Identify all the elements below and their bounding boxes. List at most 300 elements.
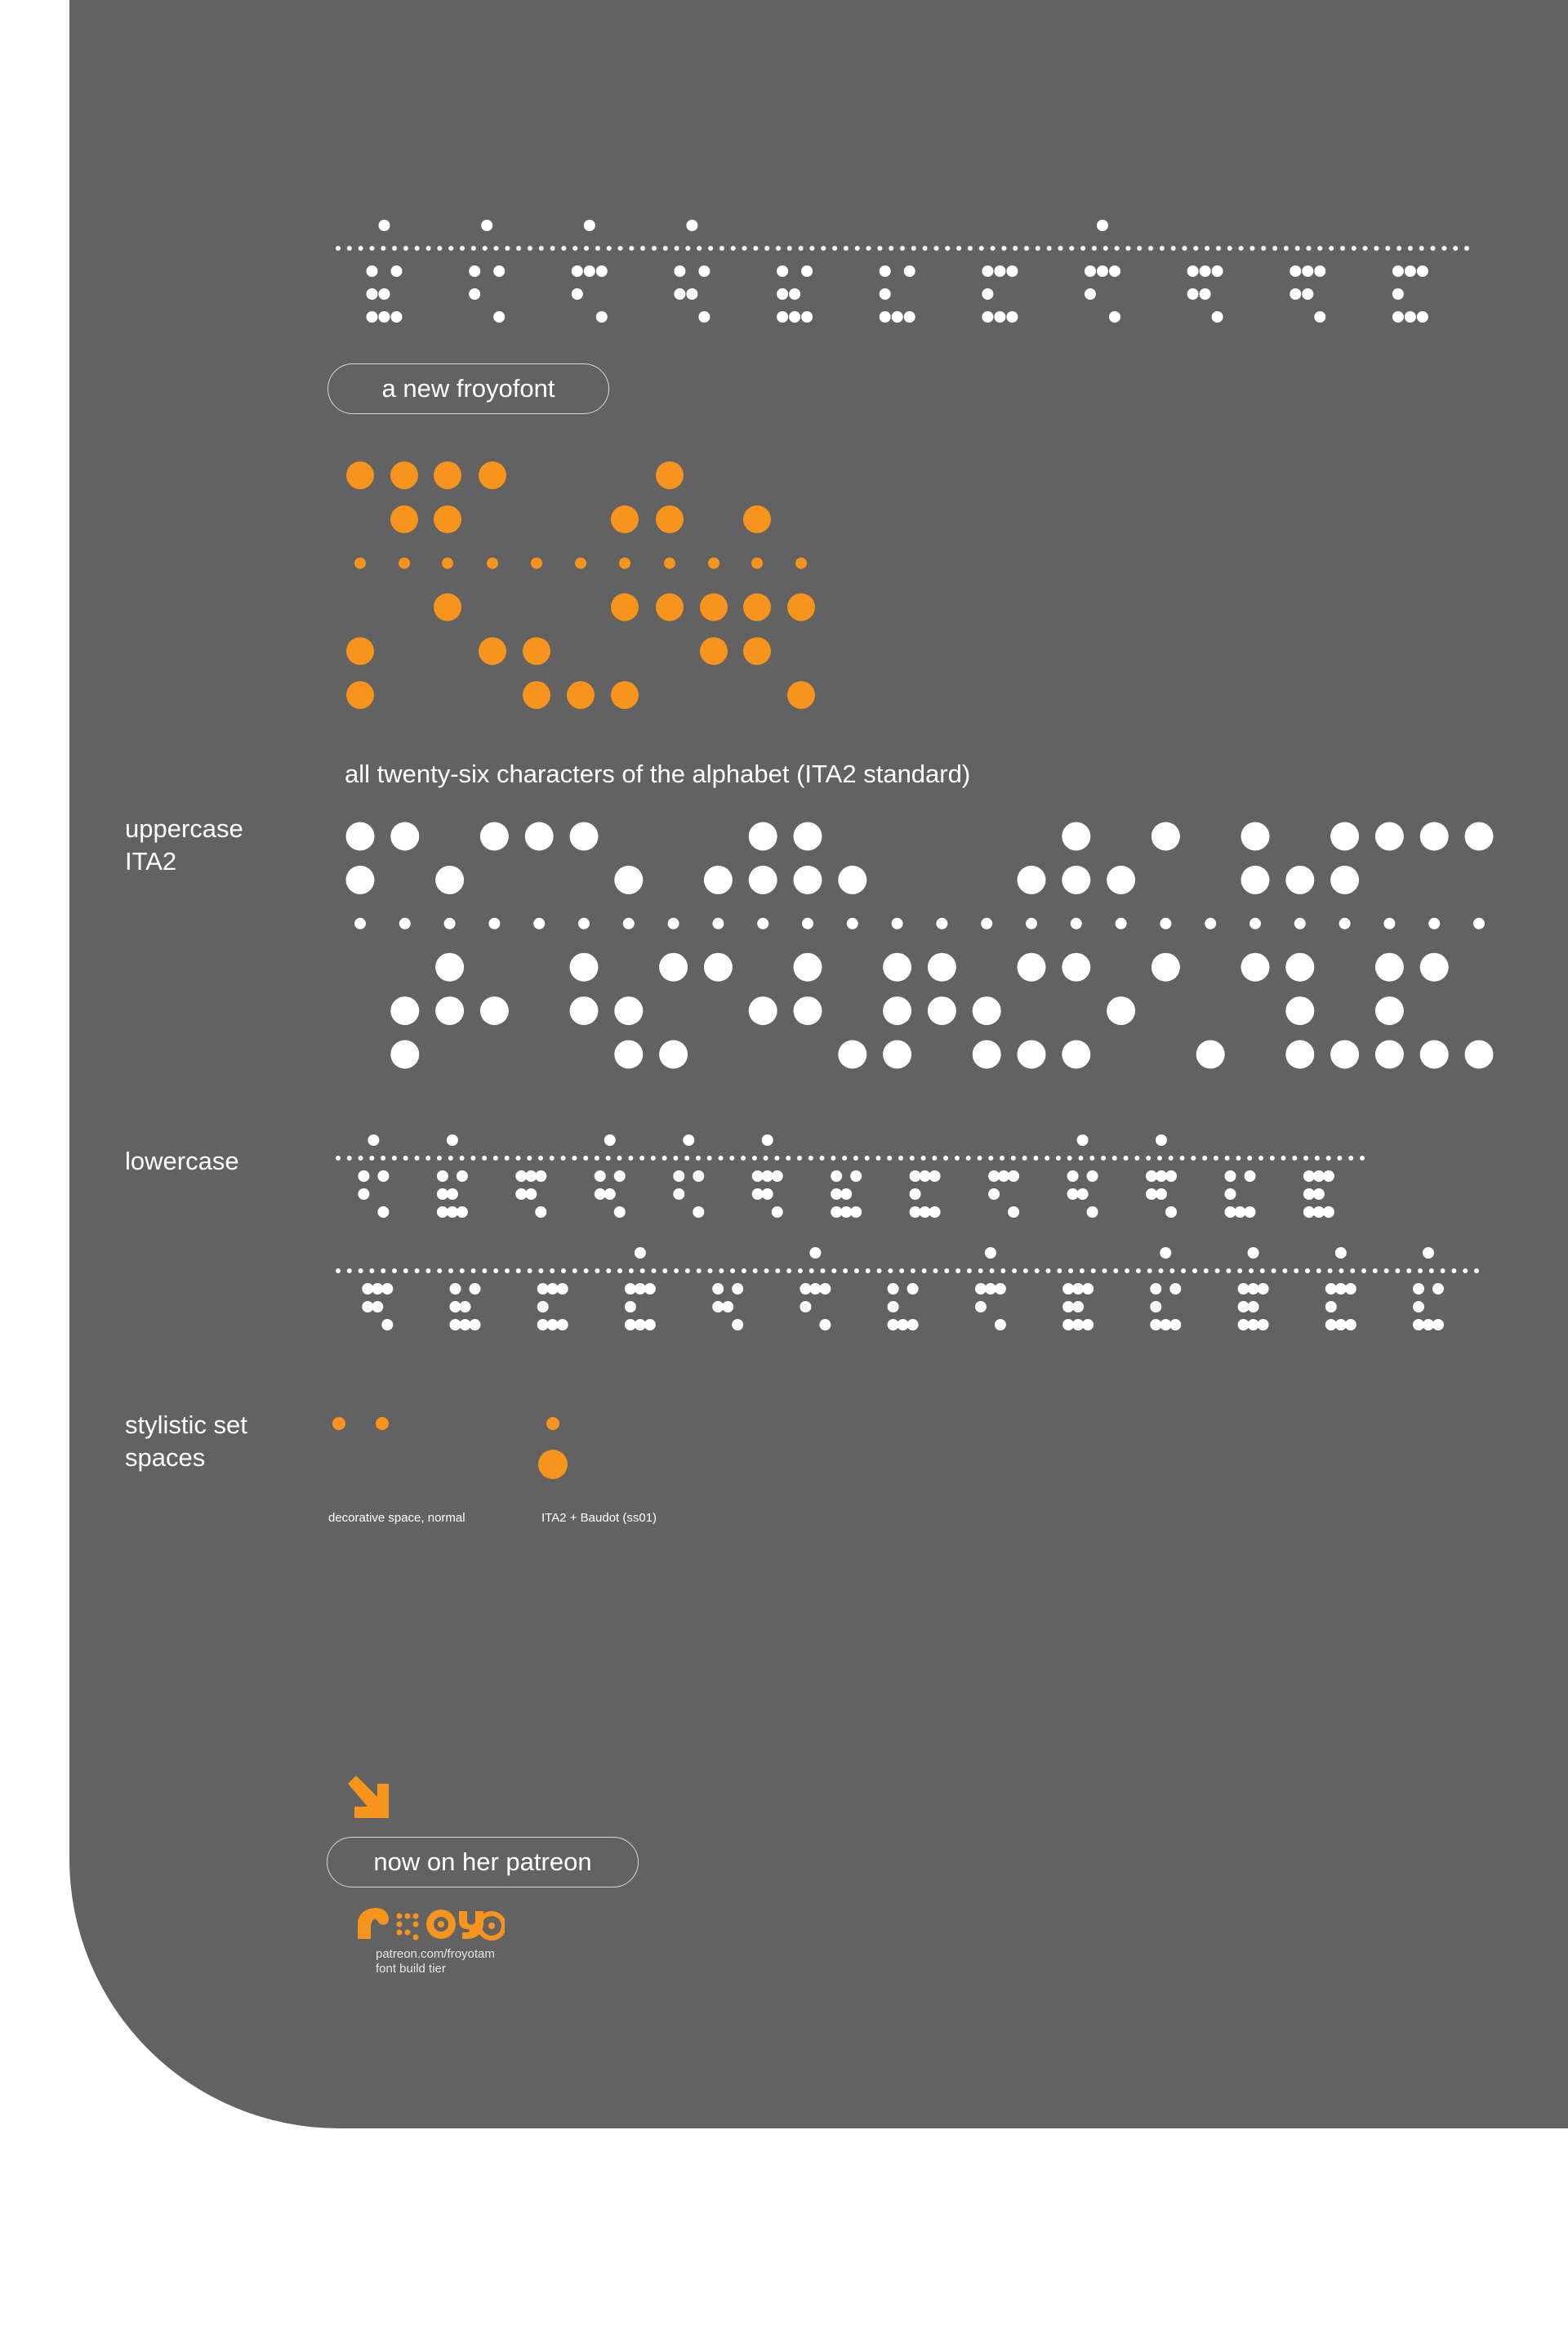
uppercase-label-line1: uppercase (125, 814, 243, 843)
lowercase-row2-sprocket (809, 1268, 814, 1273)
lowercase-row1-sprocket (719, 1156, 724, 1161)
wordmark-sprocket (1464, 246, 1469, 251)
title-glyph-col-2-hole (434, 461, 461, 489)
wordmark-t-hole (880, 311, 891, 323)
uppercase-letter-W-hole (1330, 866, 1359, 894)
lowercase-row1-g-hole (831, 1188, 842, 1200)
lowercase-row2-sprocket (888, 1268, 893, 1273)
ita2-space-sprocket (546, 1417, 559, 1430)
lowercase-row2-sprocket (1125, 1268, 1129, 1273)
lowercase-row1-sprocket (505, 1156, 510, 1161)
wordmark-sprocket (1284, 246, 1289, 251)
lowercase-row2-q-hole (625, 1301, 636, 1312)
lowercase-row2-t-hole (907, 1319, 919, 1330)
lowercase-row1-sprocket (707, 1156, 712, 1161)
uppercase-letter-F-sprocket (578, 918, 590, 929)
wordmark-u-hole (1109, 311, 1120, 323)
lowercase-row1-sprocket (1169, 1156, 1174, 1161)
wordmark-h-hole (1417, 265, 1428, 277)
ita2-space-caption: ITA2 + Baudot (ss01) (541, 1511, 657, 1525)
wordmark-sprocket (381, 246, 385, 251)
lowercase-row1-sprocket (550, 1156, 555, 1161)
lowercase-row1-b-hole (447, 1206, 458, 1218)
stylistic-label (125, 1409, 247, 1474)
wordmark-sprocket (675, 246, 679, 251)
lowercase-row2-sprocket (1373, 1268, 1378, 1273)
lowercase-row2-s-hole (819, 1283, 831, 1295)
lowercase-row2-u-hole (985, 1247, 996, 1259)
lowercase-row2-y-hole (1335, 1283, 1347, 1295)
wordmark-sprocket (1183, 246, 1187, 251)
wordmark-n-hole (1212, 311, 1223, 323)
lowercase-row2-o-hole (470, 1283, 481, 1295)
wordmark-n-hole (1187, 265, 1199, 277)
lowercase-row2-sprocket (493, 1268, 498, 1273)
uppercase-letter-L-sprocket (847, 918, 858, 929)
uppercase-letter-S-hole (1152, 953, 1180, 982)
title-glyph-col-8-sprocket (708, 558, 719, 569)
title-glyph-col-4-sprocket (531, 558, 542, 569)
lowercase-row2-v-hole (1072, 1283, 1084, 1295)
lowercase-row1-sprocket (482, 1156, 487, 1161)
lowercase-row1-j-hole (1087, 1206, 1098, 1218)
lowercase-row2-p-hole (537, 1319, 549, 1330)
uppercase-letter-A-hole (346, 866, 375, 894)
uppercase-label-line2: ITA2 (125, 847, 177, 876)
lowercase-row1-g-hole (831, 1206, 842, 1218)
wordmark-t-hole (904, 311, 915, 323)
title-glyph-col-0-hole (346, 681, 374, 709)
wordmark-sprocket (640, 246, 645, 251)
lowercase-row2-t-hole (888, 1301, 899, 1312)
lowercase-row2-sprocket (403, 1268, 408, 1273)
lowercase-row1-sprocket (1101, 1156, 1106, 1161)
uppercase-letter-W-sprocket (1339, 918, 1351, 929)
uppercase-letter-Z-hole (1465, 822, 1494, 851)
lowercase-row2-sprocket (1136, 1268, 1141, 1273)
lowercase-row2-sprocket (415, 1268, 420, 1273)
uppercase-letter-A-sprocket (354, 918, 366, 929)
lowercase-row1-sprocket (966, 1156, 971, 1161)
wordmark-u-hole (1097, 265, 1108, 277)
lowercase-row1-sprocket (932, 1156, 937, 1161)
wordmark-u-hole (584, 265, 595, 277)
lowercase-row2-q-hole (635, 1247, 646, 1259)
lowercase-row1-m-hole (1323, 1170, 1334, 1182)
lowercase-row1-l-hole (1225, 1206, 1236, 1218)
lowercase-row2-sprocket (956, 1268, 960, 1273)
wordmark-o-hole (801, 265, 813, 277)
wordmark-sprocket (618, 246, 623, 251)
lowercase-row2-w-hole (1150, 1301, 1161, 1312)
lowercase-row2-sprocket (369, 1268, 374, 1273)
title-glyph-col-5-sprocket (575, 558, 586, 569)
lowercase-row2-sprocket (606, 1268, 611, 1273)
lowercase-row2-sprocket (1215, 1268, 1220, 1273)
lowercase-row2-t-hole (898, 1319, 909, 1330)
wordmark-sprocket (1408, 246, 1413, 251)
title-glyph-col-5-hole (567, 681, 595, 709)
lowercase-row1-a-hole (358, 1170, 369, 1182)
patreon-button[interactable] (327, 1837, 639, 1887)
lowercase-row2-sprocket (922, 1268, 927, 1273)
wordmark-o-hole (789, 311, 800, 323)
lowercase-row2-sprocket (662, 1268, 667, 1273)
uppercase-letter-W-hole (1330, 1041, 1359, 1069)
uppercase-letter-S-hole (1152, 822, 1180, 851)
lowercase-row2-sprocket (1192, 1268, 1197, 1273)
wordmark-n-hole (1200, 288, 1211, 300)
wordmark-u-hole (1085, 288, 1096, 300)
lowercase-row2-r-hole (712, 1301, 724, 1312)
lowercase-row2-sprocket (448, 1268, 453, 1273)
lowercase-row1-k-hole (1146, 1188, 1157, 1200)
lowercase-row1-sprocket (538, 1156, 543, 1161)
lowercase-row2-s-hole (819, 1319, 831, 1330)
lowercase-row1-j-hole (1067, 1188, 1079, 1200)
lowercase-row2-sprocket (1350, 1268, 1355, 1273)
lowercase-row2-sprocket (640, 1268, 645, 1273)
title-glyph-col-0-sprocket (354, 558, 366, 569)
wordmark-u-hole (572, 288, 583, 300)
wordmark-p-hole (994, 311, 1005, 323)
lowercase-row1-e-hole (693, 1206, 704, 1218)
lowercase-row1-a-hole (358, 1188, 369, 1200)
lowercase-row1-sprocket (381, 1156, 385, 1161)
lowercase-row1-h-hole (920, 1170, 931, 1182)
wordmark-sprocket (1047, 246, 1052, 251)
lowercase-row2-sprocket (1451, 1268, 1456, 1273)
wordmark-sprocket (900, 246, 905, 251)
wordmark-sprocket (708, 246, 713, 251)
uppercase-letter-Y-hole (1420, 822, 1449, 851)
lowercase-row1-sprocket (910, 1156, 915, 1161)
lowercase-row2-sprocket (550, 1268, 555, 1273)
patreon-button-label: now on her patreon (373, 1847, 592, 1876)
uppercase-letter-J-hole (749, 822, 777, 851)
lowercase-row1-g-hole (840, 1206, 852, 1218)
lowercase-row2-sprocket (1035, 1268, 1040, 1273)
wordmark-sprocket (1148, 246, 1153, 251)
uppercase-letter-X-sprocket (1383, 918, 1395, 929)
uppercase-letter-V-sprocket (1294, 918, 1306, 929)
wordmark-b-hole (367, 288, 378, 300)
lowercase-row2-sprocket (1406, 1268, 1411, 1273)
lowercase-row2-sprocket (1463, 1268, 1468, 1273)
wordmark-sprocket (437, 246, 442, 251)
lowercase-row1-h-hole (910, 1206, 921, 1218)
title-glyph-col-6-sprocket (619, 558, 630, 569)
wordmark-u-hole (1109, 265, 1120, 277)
lowercase-row1-j-hole (1067, 1170, 1079, 1182)
lowercase-row1-f-hole (752, 1170, 764, 1182)
title-glyph-col-3-sprocket (487, 558, 498, 569)
lowercase-row1-sprocket (572, 1156, 577, 1161)
lowercase-row2-sprocket (877, 1268, 882, 1273)
wordmark-o-hole (777, 311, 788, 323)
lowercase-row1-sprocket (1303, 1156, 1308, 1161)
lowercase-row2-z-hole (1423, 1247, 1434, 1259)
uppercase-letter-M-hole (883, 953, 911, 982)
uppercase-letter-C-hole (435, 953, 464, 982)
title-glyph-col-8-hole (700, 637, 728, 665)
uppercase-letter-R-hole (1107, 866, 1135, 894)
wordmark-b-hole (379, 288, 390, 300)
uppercase-letter-O-sprocket (981, 918, 992, 929)
lowercase-row2-sprocket (1429, 1268, 1434, 1273)
lowercase-row2-u-hole (975, 1283, 987, 1295)
lowercase-row1-d-hole (604, 1134, 616, 1146)
lowercase-row1-l-hole (1245, 1206, 1256, 1218)
wordmark-sprocket (1363, 246, 1368, 251)
lowercase-row2-sprocket (652, 1268, 657, 1273)
wordmark-sprocket (1385, 246, 1390, 251)
lowercase-row2-sprocket (708, 1268, 713, 1273)
lowercase-row2-sprocket (933, 1268, 938, 1273)
lowercase-row1-j-hole (1087, 1170, 1098, 1182)
wordmark-sprocket (877, 246, 882, 251)
lowercase-row1-sprocket (1258, 1156, 1263, 1161)
wordmark-sprocket (528, 246, 532, 251)
lowercase-row2-s-hole (800, 1301, 811, 1312)
lowercase-row1-j-hole (1077, 1188, 1089, 1200)
lowercase-row2-p-hole (537, 1283, 549, 1295)
lowercase-row1-d-hole (595, 1188, 606, 1200)
lowercase-row2-x-hole (1248, 1301, 1259, 1312)
lowercase-row2-z-hole (1423, 1319, 1434, 1330)
wordmark-sprocket (968, 246, 973, 251)
title-glyph-col-9-hole (743, 593, 771, 621)
uppercase-letter-Q-hole (1062, 953, 1090, 982)
lowercase-row2-z-hole (1432, 1283, 1444, 1295)
lowercase-row1-b-hole (457, 1170, 468, 1182)
lowercase-row1-sprocket (774, 1156, 779, 1161)
lowercase-row2-sprocket (1204, 1268, 1209, 1273)
wordmark-sprocket (1080, 246, 1085, 251)
lowercase-row2-y-hole (1335, 1247, 1347, 1259)
wordmark-b-hole (379, 311, 390, 323)
lowercase-row2-v-hole (1082, 1319, 1094, 1330)
lowercase-row2-z-hole (1413, 1319, 1424, 1330)
wordmark-u-hole (572, 265, 583, 277)
lowercase-row2-sprocket (866, 1268, 871, 1273)
lowercase-row1-f-hole (762, 1134, 773, 1146)
lowercase-row1-l-hole (1225, 1170, 1236, 1182)
wordmark-sprocket (1261, 246, 1266, 251)
title-glyph-col-7-hole (656, 506, 684, 533)
lowercase-row1-sprocket (1360, 1156, 1365, 1161)
lowercase-row1-c-hole (535, 1170, 546, 1182)
patreon-url: patreon.com/froyotam (376, 1947, 495, 1961)
uppercase-letter-D-hole (480, 822, 509, 851)
lowercase-row1-b-hole (457, 1206, 468, 1218)
lowercase-row1-sprocket (865, 1156, 870, 1161)
lowercase-row1-m-hole (1313, 1188, 1325, 1200)
lowercase-row1-sprocket (369, 1156, 374, 1161)
lowercase-row1-sprocket (1011, 1156, 1016, 1161)
lowercase-row1-l-hole (1225, 1188, 1236, 1200)
wordmark-a-hole (469, 265, 480, 277)
lowercase-row1-sprocket (684, 1156, 689, 1161)
lowercase-row1-sprocket (595, 1156, 599, 1161)
lowercase-row1-sprocket (729, 1156, 734, 1161)
tagline-pill (327, 363, 609, 414)
wordmark-sprocket (494, 246, 499, 251)
lowercase-row2-v-hole (1072, 1319, 1084, 1330)
lowercase-row2-x-hole (1258, 1319, 1269, 1330)
wordmark-sprocket (889, 246, 893, 251)
lowercase-row1-m-hole (1303, 1170, 1315, 1182)
lowercase-row2-o-hole (450, 1301, 461, 1312)
lowercase-row2-sprocket (1068, 1268, 1073, 1273)
wordmark-sprocket (719, 246, 724, 251)
uppercase-letter-N-sprocket (936, 918, 947, 929)
lowercase-row1-sprocket (943, 1156, 948, 1161)
lowercase-row1-i-hole (1008, 1170, 1019, 1182)
lowercase-row2-n-hole (372, 1283, 383, 1295)
lowercase-row1-sprocket (392, 1156, 397, 1161)
lowercase-row1-sprocket (347, 1156, 352, 1161)
wordmark-b-hole (367, 265, 378, 277)
lowercase-row2-sprocket (392, 1268, 397, 1273)
lowercase-row1-i-hole (1008, 1206, 1019, 1218)
lowercase-row2-t-hole (907, 1283, 919, 1295)
lowercase-row1-sprocket (1337, 1156, 1342, 1161)
title-glyph-col-8-hole (700, 593, 728, 621)
lowercase-row1-k-hole (1165, 1206, 1177, 1218)
lowercase-row2-r-hole (712, 1283, 724, 1295)
lowercase-row2-x-hole (1248, 1319, 1259, 1330)
uppercase-letter-E-hole (525, 822, 554, 851)
wordmark-n-hole (1187, 288, 1199, 300)
lowercase-row1-sprocket (1180, 1156, 1185, 1161)
wordmark-sprocket (1239, 246, 1244, 251)
title-glyph-col-4-hole (523, 681, 550, 709)
wordmark-d-hole (674, 288, 685, 300)
lowercase-row1-d-hole (604, 1188, 616, 1200)
lowercase-row2-sprocket (471, 1268, 476, 1273)
lowercase-row1-sprocket (1146, 1156, 1151, 1161)
uppercase-letter-D-hole (480, 996, 509, 1025)
wordmark-sprocket (753, 246, 758, 251)
lowercase-row2-y-hole (1325, 1319, 1337, 1330)
lowercase-row2-y-hole (1325, 1301, 1337, 1312)
lowercase-row2-v-hole (1062, 1283, 1074, 1295)
wordmark-sprocket (572, 246, 577, 251)
wordmark-c-hole (1314, 311, 1325, 323)
title-glyph-col-6-hole (611, 681, 639, 709)
wordmark-d-hole (686, 220, 697, 231)
lowercase-row2-sprocket (1328, 1268, 1333, 1273)
wordmark-sprocket (1317, 246, 1322, 251)
lowercase-row1-sprocket (403, 1156, 408, 1161)
wordmark-n-hole (1212, 265, 1223, 277)
wordmark-sprocket (1272, 246, 1277, 251)
lowercase-row2-sprocket (1023, 1268, 1028, 1273)
lowercase-row1-i-hole (998, 1170, 1009, 1182)
lowercase-row2-s-hole (800, 1283, 811, 1295)
wordmark-o-hole (789, 288, 800, 300)
wordmark-sprocket (799, 246, 804, 251)
lowercase-row2-sprocket (1169, 1268, 1174, 1273)
wordmark-sprocket (685, 246, 690, 251)
lowercase-row1-sprocket (1033, 1156, 1038, 1161)
uppercase-letter-L-hole (838, 866, 866, 894)
lowercase-row2-sprocket (1181, 1268, 1186, 1273)
lowercase-row2-sprocket (1091, 1268, 1096, 1273)
lowercase-row1-sprocket (673, 1156, 678, 1161)
lowercase-row2-sprocket (460, 1268, 465, 1273)
title-glyph-col-9-sprocket (751, 558, 763, 569)
lowercase-row1-c-hole (535, 1206, 546, 1218)
uppercase-letter-Y-hole (1420, 1041, 1449, 1069)
lowercase-row2-sprocket (617, 1268, 622, 1273)
wordmark-d-hole (686, 288, 697, 300)
lowercase-row2-sprocket (1260, 1268, 1265, 1273)
wordmark-sprocket (561, 246, 566, 251)
lowercase-row2-x-hole (1238, 1283, 1250, 1295)
wordmark-o-hole (801, 311, 813, 323)
lowercase-row2-r-hole (732, 1283, 743, 1295)
lowercase-row2-sprocket (425, 1268, 430, 1273)
lowercase-row1-b-hole (447, 1134, 458, 1146)
lowercase-row1-sprocket (662, 1156, 667, 1161)
lowercase-row1-sprocket (448, 1156, 453, 1161)
uppercase-letter-P-hole (1018, 953, 1046, 982)
lowercase-row2-w-hole (1150, 1319, 1161, 1330)
lowercase-row1-h-hole (910, 1188, 921, 1200)
lowercase-row2-sprocket (742, 1268, 746, 1273)
uppercase-letter-C-hole (435, 996, 464, 1025)
uppercase-letter-J-hole (749, 866, 777, 894)
wordmark-sprocket (1374, 246, 1379, 251)
lowercase-row1-c-hole (525, 1170, 537, 1182)
wordmark-p-hole (1006, 265, 1018, 277)
lowercase-row1-a-hole (377, 1170, 389, 1182)
uppercase-letter-I-hole (704, 866, 733, 894)
title-glyph-col-0-hole (346, 637, 374, 665)
uppercase-letter-Y-sprocket (1428, 918, 1440, 929)
lowercase-row2-o-hole (470, 1319, 481, 1330)
wordmark-sprocket (584, 246, 589, 251)
wordmark-h-hole (1392, 311, 1404, 323)
uppercase-letter-G-hole (614, 1041, 643, 1069)
wordmark-h-hole (1405, 311, 1416, 323)
title-glyph-col-3-hole (479, 637, 506, 665)
uppercase-letter-C-hole (435, 866, 464, 894)
lowercase-row1-h-hole (929, 1170, 941, 1182)
lowercase-row1-f-hole (762, 1188, 773, 1200)
lowercase-row1-sprocket (898, 1156, 903, 1161)
wordmark-sprocket (866, 246, 871, 251)
lowercase-row1-e-hole (673, 1170, 684, 1182)
title-glyph-col-1-hole (390, 506, 418, 533)
lowercase-row2-sprocket (821, 1268, 826, 1273)
wordmark-b-hole (367, 311, 378, 323)
wordmark-n-hole (1200, 265, 1211, 277)
wordmark-t-hole (880, 265, 891, 277)
wordmark-sprocket (629, 246, 634, 251)
lowercase-row1-sprocket (1202, 1156, 1207, 1161)
lowercase-row2-sprocket (775, 1268, 780, 1273)
uppercase-letter-I-hole (704, 953, 733, 982)
lowercase-row2-q-hole (644, 1319, 656, 1330)
title-glyph-col-9-hole (743, 637, 771, 665)
lowercase-row1-sprocket (561, 1156, 566, 1161)
lowercase-row2-sprocket (572, 1268, 577, 1273)
title-glyph-col-10-hole (787, 593, 815, 621)
wordmark-sprocket (1013, 246, 1018, 251)
